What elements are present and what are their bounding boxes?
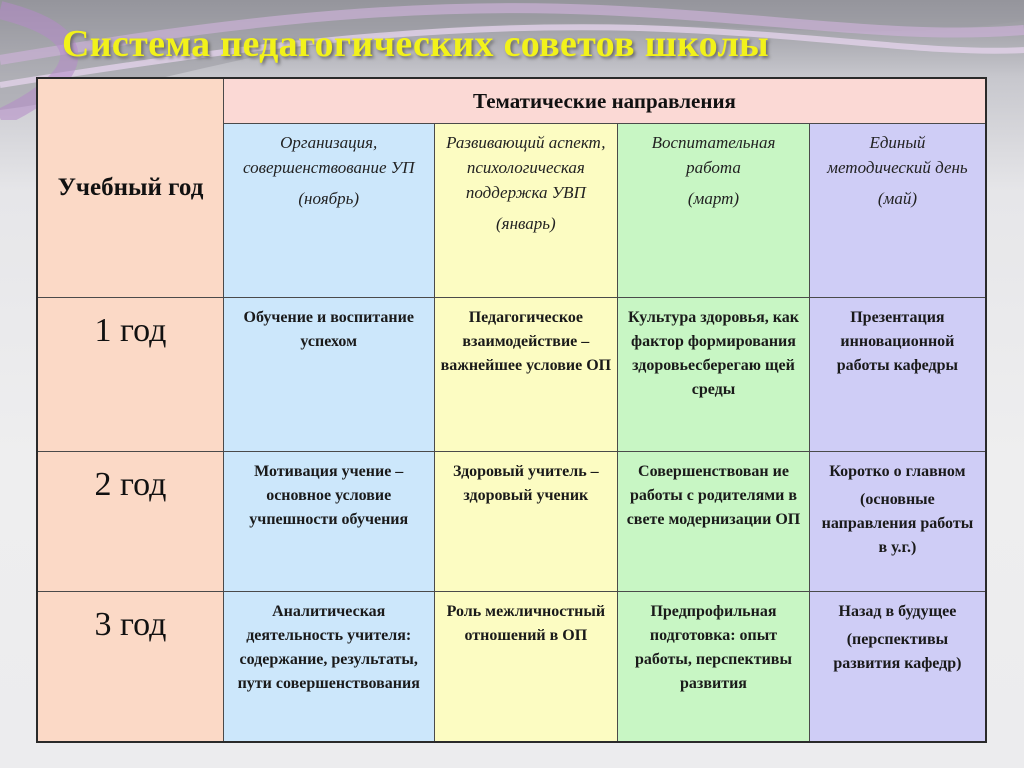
- cell-main-text: Коротко о главном: [829, 463, 966, 480]
- direction-header: [809, 124, 986, 298]
- direction-period: (май): [877, 189, 917, 208]
- table-cell: Здоровый учитель – здоровый ученик: [434, 452, 618, 592]
- year-label: 2 год: [37, 452, 223, 592]
- table-cell: [809, 592, 986, 743]
- year-label: 1 год: [37, 298, 223, 452]
- direction-period: (январь): [496, 214, 556, 233]
- direction-name: Воспитательная работа: [651, 133, 776, 177]
- direction-period: (ноябрь): [298, 189, 360, 208]
- table-cell: Педагогическое взаимодействие – важнейшее условие ОП: [434, 298, 618, 452]
- direction-header: [434, 124, 618, 298]
- table-cell: Презентация инновационной работы кафедры: [809, 298, 986, 452]
- cell-main-text: Назад в будущее: [838, 603, 957, 620]
- direction-name: Организация, совершенствование УП: [242, 133, 415, 177]
- slide-title: Система педагогических советов школы: [62, 23, 770, 65]
- thematic-directions-header: Тематические направления: [223, 78, 986, 124]
- year-label: 3 год: [37, 592, 223, 743]
- table-cell: Аналитическая деятельность учителя: содержание, результаты, пути совершенствования: [223, 592, 434, 743]
- cell-extra-text: (основные направления работы в у.г.): [821, 491, 974, 556]
- table-header-row: [37, 78, 986, 124]
- table-cell: Совершенствован ие работы с родителями в свете модернизации ОП: [618, 452, 810, 592]
- pedagogical-councils-table: [36, 77, 987, 743]
- cell-extra-text: (перспективы развития кафедр): [833, 631, 962, 672]
- table-cell: Предпрофильная подготовка: опыт работы, перспективы развития: [618, 592, 810, 743]
- table-row: [37, 298, 986, 452]
- year-column-header: Учебный год: [37, 78, 223, 298]
- direction-name: Развивающий аспект, психологическая поддержка УВП: [446, 133, 606, 202]
- table-row: [37, 592, 986, 743]
- table-cell: [809, 452, 986, 592]
- direction-header: [223, 124, 434, 298]
- direction-header: [618, 124, 810, 298]
- direction-period: (март): [687, 189, 740, 208]
- table-cell: Культура здоровья, как фактор формирования здоровьесберегаю щей среды: [618, 298, 810, 452]
- table-cell: Роль межличностный отношений в ОП: [434, 592, 618, 743]
- table-cell: Мотивация учение – основное условие учпешности обучения: [223, 452, 434, 592]
- table-row: [37, 452, 986, 592]
- direction-name: Единый методический день: [827, 133, 968, 177]
- table-cell: Обучение и воспитание успехом: [223, 298, 434, 452]
